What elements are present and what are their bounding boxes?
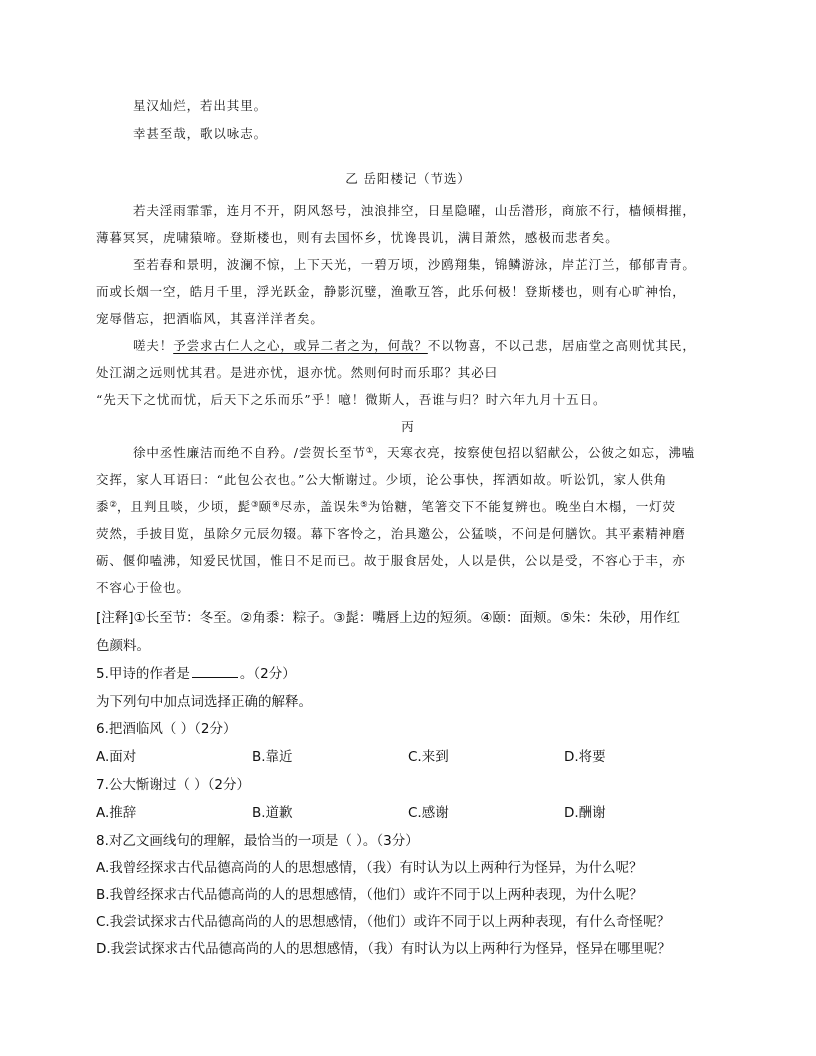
- text-span: ，且判且啖，少顷，髭: [117, 499, 252, 514]
- note-marker: ①: [365, 446, 374, 456]
- option-a[interactable]: A.面对: [96, 749, 137, 765]
- text-line: 荧然，手披目览，虽除夕元辰勿辍。幕下客怜之，治具邀公，公猛啖，不问是何膳饮。其平素精神磨: [96, 526, 686, 541]
- section-title-yi: 乙 岳阳楼记（节选）: [345, 171, 471, 186]
- question-8: 8.对乙文画线句的理解，最恰当的一项是（ ）。（3分）: [96, 833, 419, 849]
- instruction: 为下列句中加点词选择正确的解释。: [96, 694, 312, 710]
- text-line: “先天下之忧而忧，后天下之乐而乐”乎！噫！微斯人，吾谁与归？时六年九月十五日。: [96, 392, 607, 407]
- poem-line: 星汉灿烂，若出其里。: [133, 98, 268, 113]
- text-line: 而或长烟一空，皓月千里，浮光跃金，静影沉璧，渔歌互答，此乐何极！登斯楼也，则有心旷神怡，: [96, 284, 686, 299]
- question-text: 。（2分）: [239, 666, 296, 682]
- text-line: 交挥，家人耳语曰：“此包公衣也。”公大惭谢过。少顷，论公事快，挥洒如故。听讼饥，家人供角: [96, 472, 668, 487]
- note-marker: ④: [272, 500, 280, 510]
- text-line: [133, 336, 696, 354]
- text-span: 嗟夫！: [133, 338, 174, 353]
- option-b[interactable]: B.靠近: [252, 749, 293, 765]
- text-span: 黍: [96, 499, 110, 514]
- question-text: 5.甲诗的作者是: [96, 666, 190, 682]
- option-a[interactable]: A.我曾经探求古代品德高尚的人的思想感情，（我）有时认为以上两种行为怪异，为什么呢？: [96, 860, 643, 876]
- answer-blank[interactable]: [192, 665, 238, 678]
- text-line: 砺、偃仰嗑沸，知爱民忧国，惟日不足而已。故于服食居处，人以是供，公以是受，不容心于丰，亦: [96, 553, 686, 568]
- text-line: [96, 497, 676, 515]
- option-a[interactable]: A.推辞: [96, 805, 137, 821]
- annotation-line: [注释]①长至节：冬至。②角黍：粽子。③髭：嘴唇上边的短须。④颐：面颊。⑤朱：朱砂，用作红: [96, 610, 681, 626]
- option-d[interactable]: D.我尝试探求古代品德高尚的人的思想感情，（我）有时认为以上两种行为怪异，怪异在哪里呢？: [96, 941, 671, 957]
- text-line: 若夫淫雨霏霏，连月不开，阴风怒号，浊浪排空，日星隐曜，山岳潜形，商旅不行，樯倾楫摧，: [133, 203, 696, 218]
- note-marker: ②: [109, 500, 118, 510]
- text-span: ，天寒衣亮，按察使包招以貂献公，公彼之如忘，沸嗑: [373, 445, 696, 460]
- text-span: 尽赤，盖误朱: [279, 499, 361, 514]
- text-line: 薄暮冥冥，虎啸猿啼。登斯楼也，则有去国怀乡，忧谗畏讥，满目萧然，感极而悲者矣。: [96, 230, 619, 245]
- option-b[interactable]: B.我曾经探求古代品德高尚的人的思想感情，（他们）或许不同于以上两种表现，为什么呢？: [96, 887, 643, 903]
- question-6: 6.把酒临风（ ）（2分）: [96, 721, 237, 737]
- question-7: 7.公大惭谢过（ ）（2分）: [96, 777, 251, 793]
- option-c[interactable]: C.来到: [408, 749, 449, 765]
- underlined-sentence: 予尝求古仁人之心，或异二者之为，何哉？: [173, 338, 428, 353]
- option-d[interactable]: D.酬谢: [564, 805, 606, 821]
- text-line: 宠辱偕忘，把酒临风，其喜洋洋者矣。: [96, 311, 324, 326]
- poem-line: 幸甚至哉，歌以咏志。: [133, 126, 268, 141]
- note-marker: ③: [251, 500, 259, 510]
- text-line: 至若春和景明，波澜不惊，上下天光，一碧万顷，沙鸥翔集，锦鳞游泳，岸芷汀兰，郁郁青青。: [133, 257, 696, 272]
- text-span: 为饴糖，笔箸交下不能复辨也。晚坐白木榻，一灯荧: [367, 499, 676, 514]
- text-line: 不容心于俭也。: [96, 580, 190, 595]
- text-line: 处江湖之远则忧其君。是进亦忧，退亦忧。然则何时而乐耶？其必曰: [96, 365, 499, 380]
- annotation-line: 色颜料。: [96, 638, 150, 654]
- option-d[interactable]: D.将要: [564, 749, 606, 765]
- text-span: 徐中丞性廉洁而绝不自矜。/尝贺长至节: [133, 445, 366, 460]
- text-line: [133, 443, 695, 461]
- option-c[interactable]: C.我尝试探求古代品德高尚的人的思想感情，（他们）或许不同于以上两种表现，有什么奇怪呢？: [96, 914, 670, 930]
- text-span: 不以物喜，不以己悲，居庙堂之高则忧其民，: [427, 338, 696, 353]
- text-span: 颐: [258, 499, 273, 514]
- note-marker: ⑤: [360, 500, 368, 510]
- question-5: [96, 662, 296, 682]
- option-b[interactable]: B.道歉: [252, 805, 293, 821]
- option-c[interactable]: C.感谢: [408, 805, 449, 821]
- section-title-bing: 丙: [401, 419, 415, 434]
